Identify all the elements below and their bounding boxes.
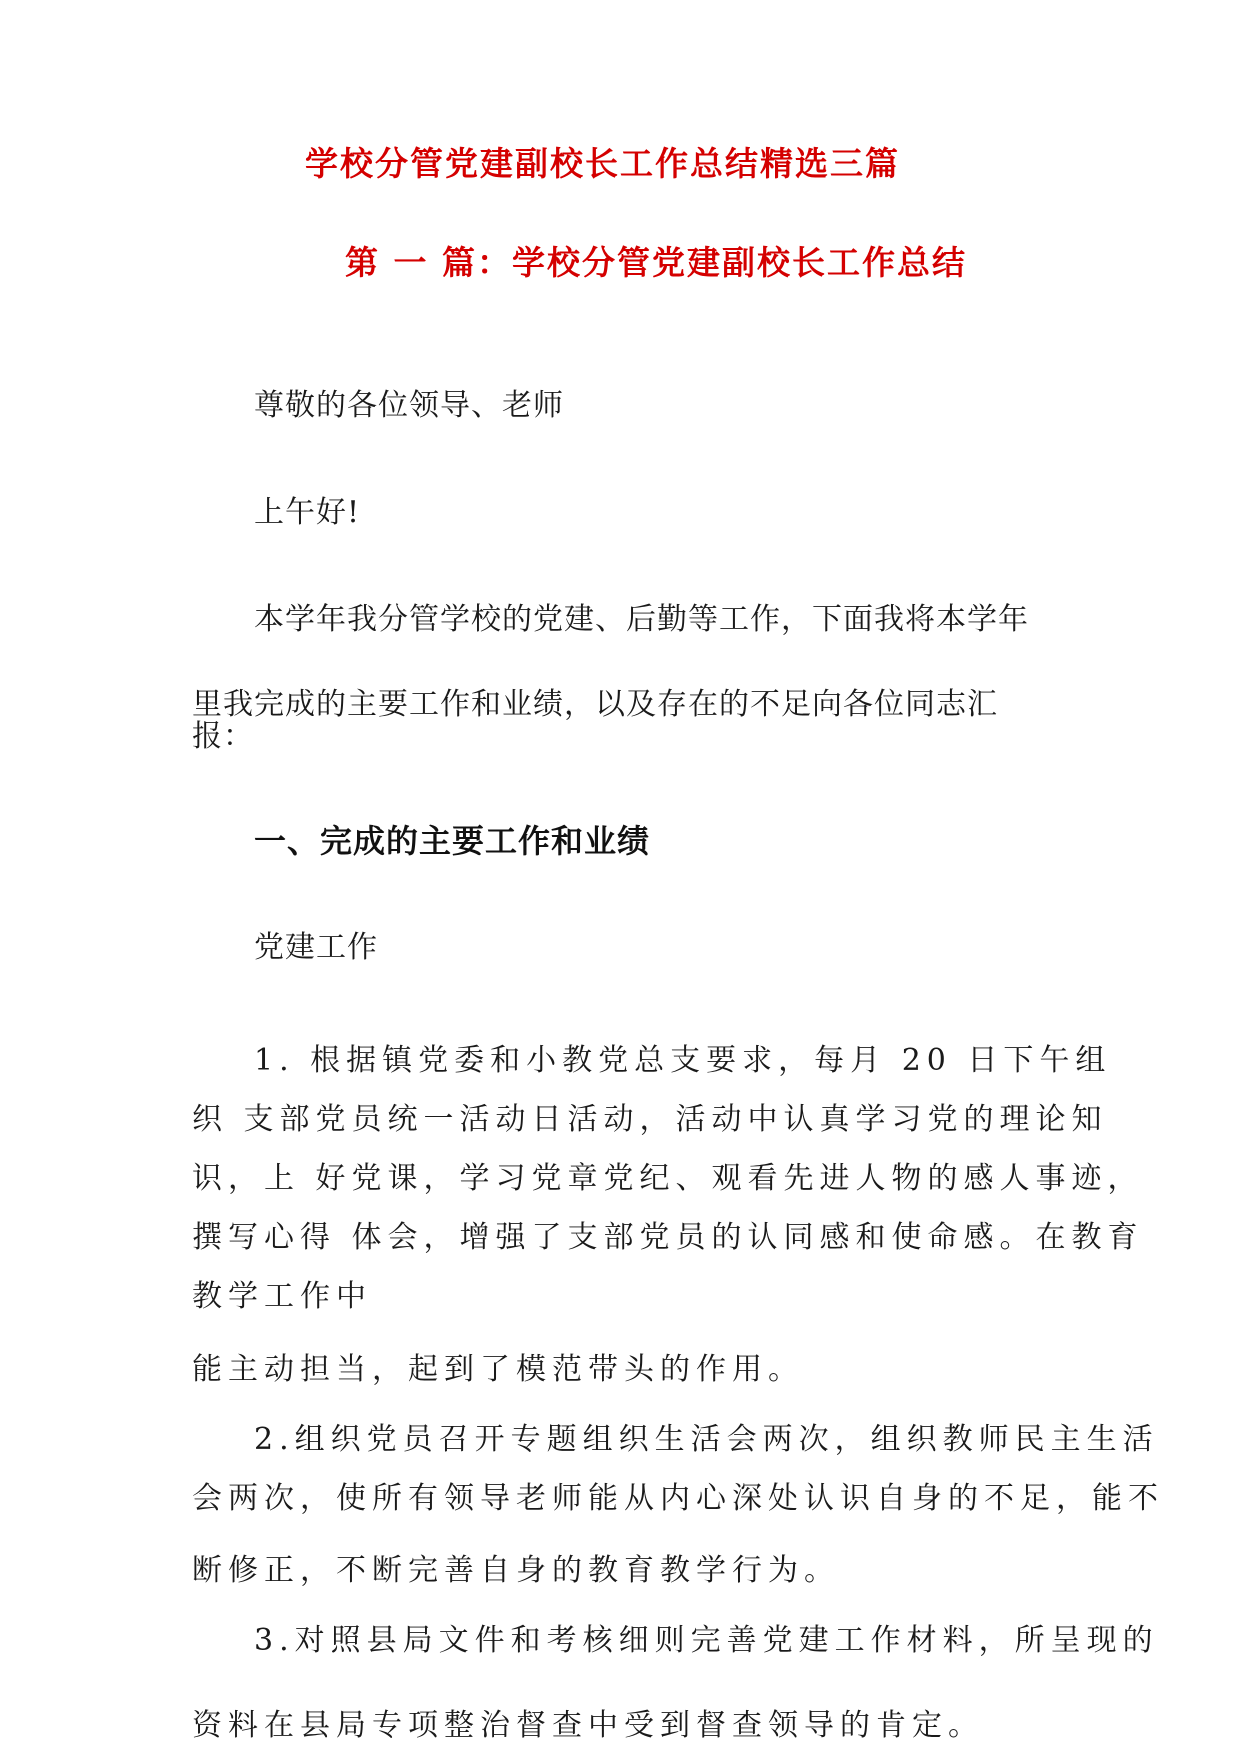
item1-line-4: 撰写心得 体会，增强了支部党员的认同感和使命感。在教育 bbox=[192, 1220, 1144, 1255]
item2-line-1: 2.组织党员召开专题组织生活会两次，组织教师民主生活 bbox=[254, 1422, 1159, 1457]
intro-line-2: 里我完成的主要工作和业绩，以及存在的不足向各位同志汇 bbox=[192, 687, 998, 722]
item2-line-3: 断修正，不断完善自身的教育教学行为。 bbox=[192, 1553, 840, 1588]
item1-line-5: 教学工作中 bbox=[192, 1279, 372, 1314]
item1-line-6: 能主动担当，起到了模范带头的作用。 bbox=[192, 1352, 804, 1387]
item2-line-2: 会两次，使所有领导老师能从内心深处认识自身的不足，能不 bbox=[192, 1481, 1164, 1516]
intro-line-1: 本学年我分管学校的党建、后勤等工作，下面我将本学年 bbox=[254, 602, 1029, 637]
item3-line-2: 资料在县局专项整治督查中受到督查领导的肯定。 bbox=[192, 1708, 984, 1743]
item1-line-2: 织 支部党员统一活动日活动，活动中认真学习党的理论知 bbox=[192, 1102, 1108, 1137]
salutation: 上午好! bbox=[254, 495, 361, 530]
item3-line-1: 3.对照县局文件和考核细则完善党建工作材料，所呈现的 bbox=[254, 1623, 1159, 1658]
document-title: 学校分管党建副校长工作总结精选三篇 bbox=[305, 144, 900, 183]
item1-line-3: 识，上 好党课，学习党章党纪、观看先进人物的感人事迹， bbox=[192, 1161, 1144, 1196]
intro-line-3: 报： bbox=[192, 719, 254, 754]
item1-line-1: 1. 根据镇党委和小教党总支要求，每月 20 日下午组 bbox=[254, 1043, 1112, 1078]
subsection-party-work: 党建工作 bbox=[254, 930, 378, 965]
greeting: 尊敬的各位领导、老师 bbox=[254, 388, 564, 423]
document-subtitle: 第 一 篇：学校分管党建副校长工作总结 bbox=[345, 243, 967, 282]
section-heading-main-work: 一、完成的主要工作和业绩 bbox=[254, 822, 651, 860]
